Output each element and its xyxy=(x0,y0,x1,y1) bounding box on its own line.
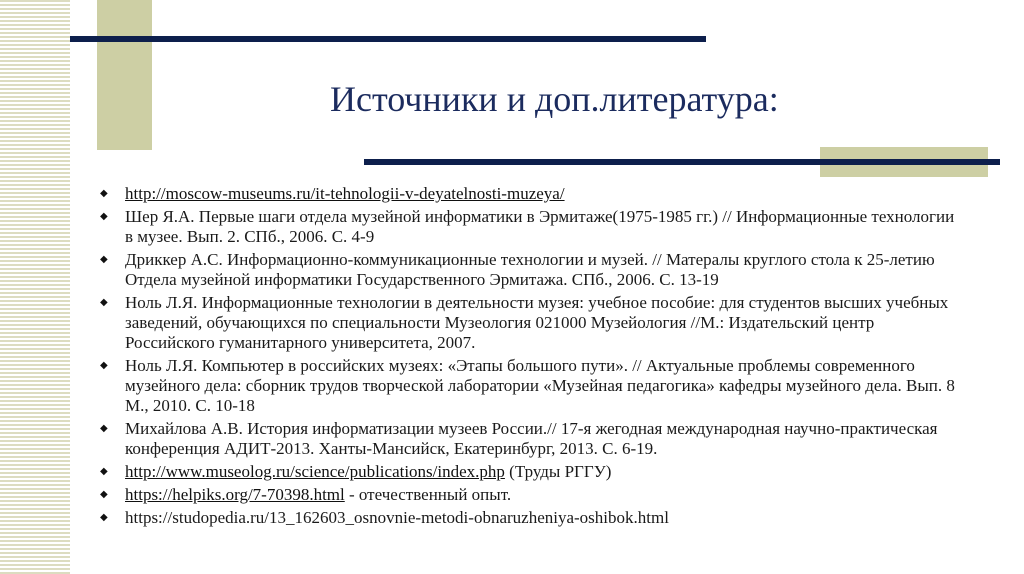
diamond-bullet-icon: ◆ xyxy=(100,489,108,500)
decorative-navy-line-middle xyxy=(364,159,1000,165)
source-link[interactable]: http://moscow-museums.ru/it-tehnologii-v-deyatelnosti-muzeya/ xyxy=(125,184,565,203)
source-text: Ноль Л.Я. Информационные технологии в деятельности музея: учебное пособие: для студентов высших учебных заведений, обучающихся по специальности Музеология 021000 Музейология //М.: Издательский центр Российского гуманитарного университета, 2007. xyxy=(125,293,949,352)
decorative-olive-block-top xyxy=(97,0,152,150)
diamond-bullet-icon: ◆ xyxy=(100,254,108,265)
source-text: Михайлова А.В. История информатизации музеев России.// 17-я жегодная международная научно-практическая конференция АДИТ-2013. Ханты-Мансийск, Екатеринбург, 2013. С. 6-19. xyxy=(125,419,938,458)
diamond-bullet-icon: ◆ xyxy=(100,466,108,477)
diamond-bullet-icon: ◆ xyxy=(100,297,108,308)
list-item xyxy=(100,207,960,247)
list-item xyxy=(100,293,960,353)
list-item xyxy=(100,485,960,505)
slide-title: Источники и доп.литература: xyxy=(330,79,779,119)
source-text: Дриккер А.С. Информационно-коммуникационные технологии и музей. // Матералы круглого стола к 25-летию Отдела музейной информатики Государственного Эрмитажа. СПб., 2006. С. 13-19 xyxy=(125,250,935,289)
list-item xyxy=(100,250,960,290)
source-link[interactable]: http://www.museolog.ru/science/publications/index.php xyxy=(125,462,505,481)
source-text: Ноль Л.Я. Компьютер в российских музеях: «Этапы большого пути». // Актуальные проблемы современного музейного дела: сборник трудов творческой лаборатории «Музейная педагогика» кафедры музейного дела. Вып. 8 М., 2010. С. 10-18 xyxy=(125,356,955,415)
list-item xyxy=(100,184,960,204)
source-note: (Труды РГГУ) xyxy=(504,462,612,481)
source-text: Шер Я.А. Первые шаги отдела музейной информатики в Эрмитаже(1975-1985 гг.) // Информационные технологии в музее. Вып. 2. СПб., 2006. С. 4-9 xyxy=(125,207,955,246)
decorative-navy-line-top xyxy=(70,36,706,42)
list-item xyxy=(100,356,960,416)
list-item xyxy=(100,508,960,528)
source-link[interactable]: https://helpiks.org/7-70398.html xyxy=(125,485,345,504)
list-item xyxy=(100,419,960,459)
source-text: https://studopedia.ru/13_162603_osnovnie-metodi-obnaruzheniya-oshibok.html xyxy=(125,508,669,527)
decorative-stripes xyxy=(0,0,70,574)
source-note: - отечественный опыт. xyxy=(344,485,512,504)
list-item xyxy=(100,462,960,482)
diamond-bullet-icon: ◆ xyxy=(100,188,108,199)
diamond-bullet-icon: ◆ xyxy=(100,423,108,434)
diamond-bullet-icon: ◆ xyxy=(100,512,108,523)
diamond-bullet-icon: ◆ xyxy=(100,360,108,371)
sources-list xyxy=(100,184,960,531)
diamond-bullet-icon: ◆ xyxy=(100,211,108,222)
